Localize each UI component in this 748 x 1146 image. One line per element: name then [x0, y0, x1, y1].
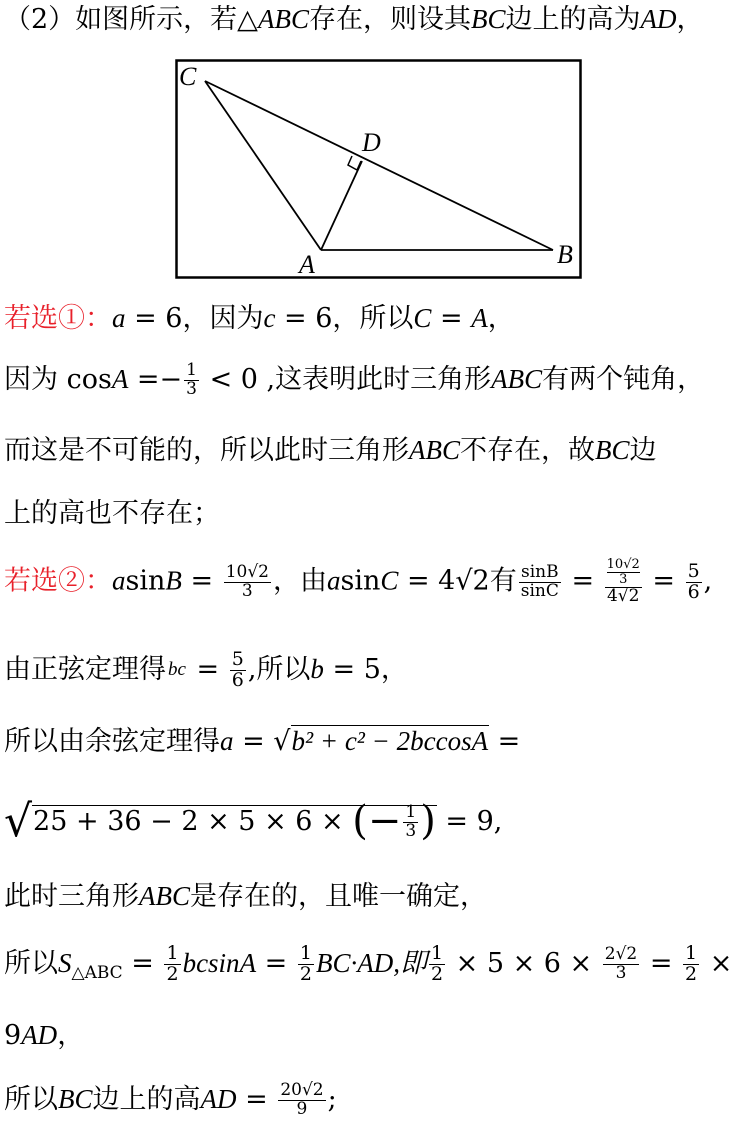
option2-line4: √25 + 36 − 2 × 5 × 6 × (− $\frac{1}{3}$ ) = 9, [4, 796, 503, 847]
header-line: （2）如图所示，若△ABC存在，则设其BC边上的高为AD， [4, 4, 704, 35]
option1-line2: 因为 cosA =− $\frac{1}{3}$ < 0 ,这表明此时三角形ABC有两个钝角， [4, 360, 705, 399]
option2-line3: 所以由余弦定理得a = √b² + c² − 2bccosA = [4, 726, 521, 757]
option2-line1: 若选②：asinB = $\frac{10√2}{3}$ ，由asinC = 4√2有 $\frac{\sin B}{\sin C}$ = $\frac{\frac{10√2}{3}}{4√2}$ = $\frac{5}{6}$ , [4, 557, 713, 607]
point-a-label: A [299, 250, 315, 279]
triangle-figure [175, 59, 583, 279]
option2-line7: 9AD， [4, 1020, 85, 1051]
option2-line5: 此时三角形ABC是存在的，且唯一确定， [4, 881, 487, 912]
option1-label: 若选①： [4, 303, 112, 334]
point-b-label: B [557, 240, 573, 269]
option2-line2: 由正弦定理得 bc = $\frac{5}{6}$ ,所以b = 5， [4, 648, 408, 691]
option2-line6: 所以$S_{\triangle ABC}$ = $\frac{1}{2}$ bcsinA = $\frac{1}{2}$ BC·AD,即 $\frac{1}{2}$ × 5 × 6 × $\frac{2√2}{3}$ = $\frac{1}{2}$ × [4, 942, 733, 985]
point-d-label: D [362, 128, 381, 157]
option2-line8: 所以BC边上的高AD = $\frac{20√2}{9}$ ; [4, 1080, 337, 1119]
option1-line3: 而这是不可能的，所以此时三角形ABC不存在，故BC边 [4, 435, 657, 466]
option2-label: 若选②： [4, 565, 112, 597]
option1-line4: 上的高也不存在； [4, 498, 220, 529]
option1-line1: 若选①：a = 6，因为c = 6，所以C = A， [4, 303, 515, 334]
point-c-label: C [179, 62, 197, 91]
